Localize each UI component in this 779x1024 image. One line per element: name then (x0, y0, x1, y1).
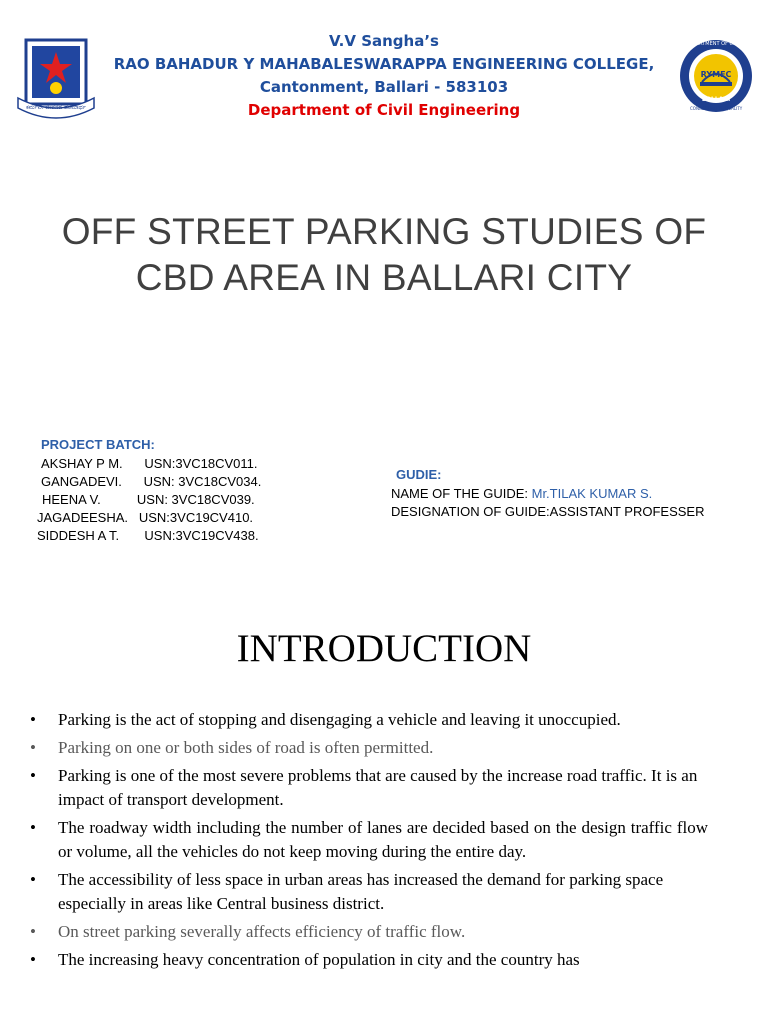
department-name: Department of Civil Engineering (247, 101, 521, 119)
bullet-icon: • (30, 870, 36, 889)
project-title-line-1: OFF STREET PARKING STUDIES OF (61, 211, 707, 252)
list-item (30, 920, 708, 944)
college-name: RAO BAHADUR Y MAHABALESWARAPPA ENGINEERING COLLEGE, (113, 55, 655, 73)
introduction-heading: INTRODUCTION (236, 627, 532, 670)
guide-name-value: Mr.TILAK KUMAR S. (531, 486, 653, 501)
list-item-text: Parking on one or both sides of road is often permitted. (58, 738, 434, 757)
introduction-list (30, 708, 708, 976)
list-item-text: Parking is one of the most severe problems that are caused by the increase road traffic. It is an impact of transport development. (58, 766, 698, 809)
college-address: Cantonment, Ballari - 583103 (259, 78, 509, 96)
bullet-icon: • (30, 738, 36, 757)
list-item (30, 764, 708, 812)
list-item-text: On street parking severally affects efficiency of traffic flow. (58, 922, 466, 941)
bullet-icon: • (30, 922, 36, 941)
list-item (30, 708, 708, 732)
bullet-icon: • (30, 950, 36, 969)
logo-caption: ಕರ್ಮವೇ ಜೀವನದ ಪರಮಾರ್ಥ (26, 104, 86, 111)
bullet-icon: • (30, 766, 36, 785)
logo-ring-text: DEPARTMENT OF CIVIL ENGINEERING (686, 41, 779, 47)
batch-member: SIDDESH A T. USN:3VC19CV438. (37, 528, 259, 543)
bullet-icon: • (30, 710, 36, 729)
list-item (30, 868, 708, 916)
list-item (30, 948, 708, 972)
guide-designation: DESIGNATION OF GUIDE:ASSISTANT PROFESSER (391, 504, 705, 519)
batch-heading: PROJECT BATCH: (41, 437, 155, 452)
list-item-text: Parking is the act of stopping and disengaging a vehicle and leaving it unoccupied. (58, 710, 621, 729)
list-item-text: The increasing heavy concentration of population in city and the country has (58, 950, 580, 969)
bullet-icon: • (30, 818, 36, 837)
guide-name-row (391, 485, 652, 503)
list-item-text: The roadway width including the number of lanes are decided based on the design traffic flow or volume, all the vehicles do not keep moving during the entire day. (58, 818, 708, 861)
list-item-text: The accessibility of less space in urban areas has increased the demand for parking space especially in areas like Central business district. (58, 870, 664, 913)
logo-motto: CONNECTING TO QUALITY (690, 106, 743, 111)
logo-center-text: RYMEC (700, 70, 732, 79)
list-item (30, 736, 708, 760)
logo-bottom-text: BALLARI (701, 96, 731, 103)
batch-member: GANGADEVI. USN: 3VC18CV034. (41, 474, 262, 489)
batch-member: AKSHAY P M. USN:3VC18CV011. (41, 456, 258, 471)
organization-name: V.V Sangha’s (329, 32, 439, 50)
batch-member: HEENA V. USN: 3VC18CV039. (42, 492, 255, 507)
project-title-line-2: CBD AREA IN BALLARI CITY (135, 257, 633, 298)
guide-heading: GUDIE: (396, 467, 442, 482)
guide-name-label: NAME OF THE GUIDE: (391, 486, 532, 501)
list-item (30, 816, 708, 864)
batch-member: JAGADEESHA. USN:3VC19CV410. (37, 510, 254, 525)
